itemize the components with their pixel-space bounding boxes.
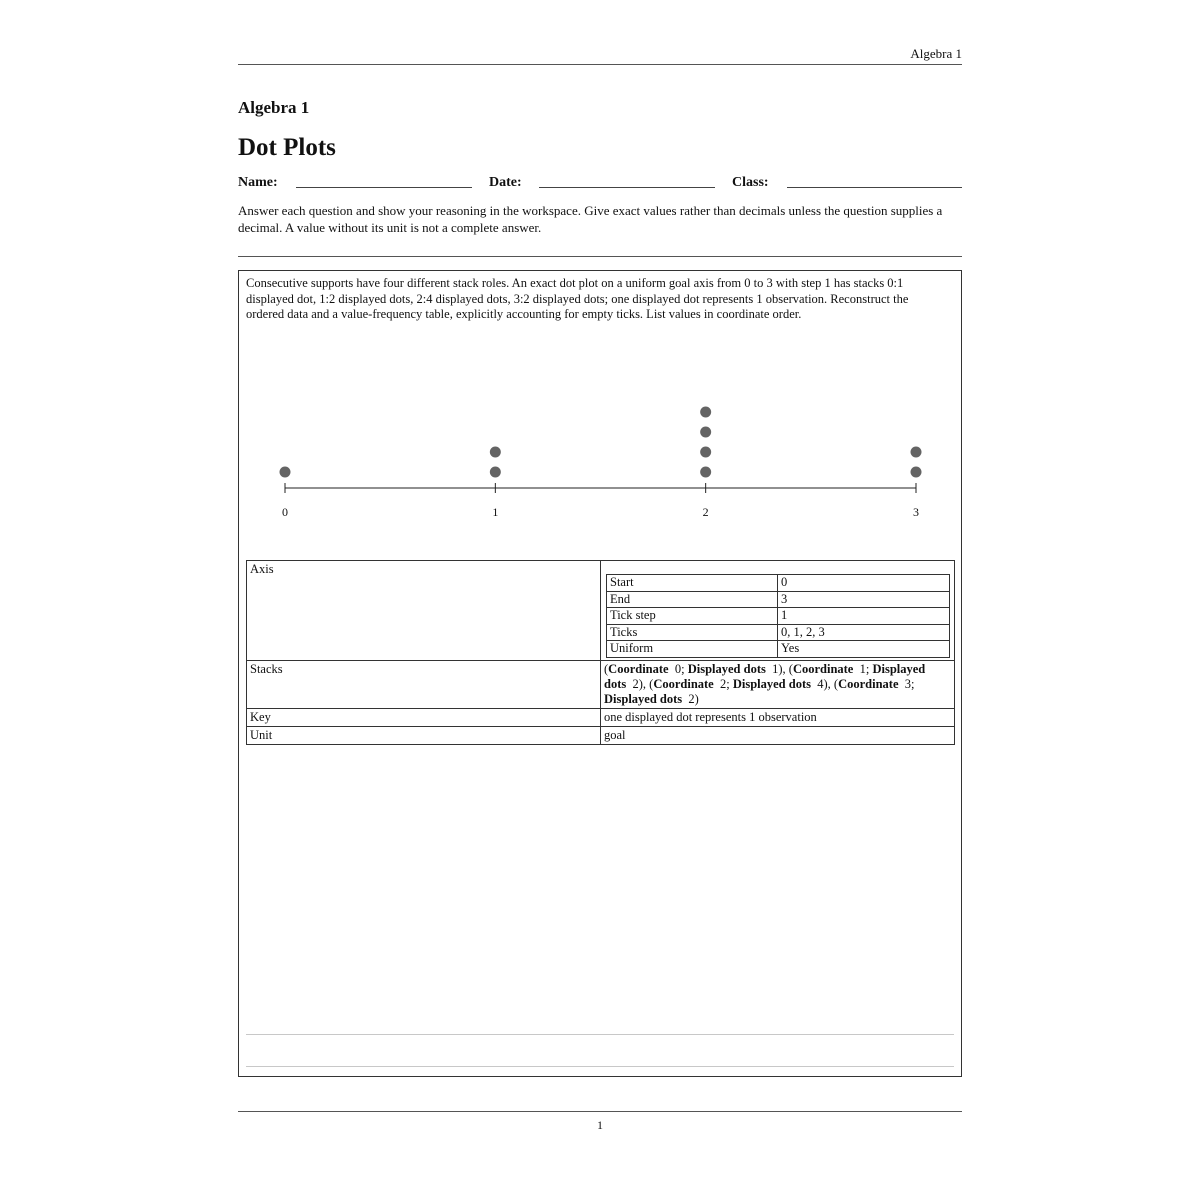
stack-dots: 1 — [772, 661, 779, 676]
section-rule — [238, 256, 962, 257]
axis-value: Yes — [778, 641, 950, 658]
data-dot — [700, 447, 711, 458]
data-dot — [911, 447, 922, 458]
stack-coord: 2 — [719, 676, 727, 691]
answer-line[interactable] — [246, 1066, 954, 1067]
stack-coord: 0 — [674, 661, 682, 676]
page-title: Dot Plots — [238, 134, 336, 161]
page-number: 1 — [597, 1118, 603, 1132]
footer-rule — [238, 1111, 962, 1112]
stacks-label-cell: Stacks — [247, 660, 601, 708]
axis-key: Start — [607, 575, 778, 592]
data-dot — [490, 447, 501, 458]
stack-coord-label: Coordinate — [653, 676, 714, 691]
axis-key: Tick step — [607, 608, 778, 625]
axis-value: 0, 1, 2, 3 — [778, 624, 950, 641]
stack-coord: 1 — [859, 661, 866, 676]
date-field[interactable] — [539, 187, 715, 188]
axis-subtable-row — [607, 624, 950, 641]
axis-value: 3 — [778, 591, 950, 608]
axis-key: Uniform — [607, 641, 778, 658]
key-label-cell: Key — [247, 708, 601, 726]
stack-dots: 2 — [632, 676, 639, 691]
header-rule — [238, 64, 962, 65]
stacks-row — [247, 660, 955, 708]
axis-value: 0 — [778, 575, 950, 592]
axis-label-cell: Axis — [247, 561, 601, 661]
stack-coord-label: Coordinate — [838, 676, 899, 691]
running-header: Algebra 1 — [910, 46, 962, 61]
unit-row — [247, 726, 955, 744]
x-tick-label: 3 — [913, 505, 919, 519]
dot-plot-chart — [239, 391, 961, 531]
data-dot — [490, 467, 501, 478]
unit-value-cell: goal — [601, 726, 955, 744]
axis-row — [247, 561, 955, 661]
axis-key: End — [607, 591, 778, 608]
axis-subtable-row — [607, 641, 950, 658]
axis-value: 1 — [778, 608, 950, 625]
question-prompt: Consecutive supports have four different stack roles. An exact dot plot on a uniform goal axis from 0 to 3 with step 1 has stacks 0:1 displayed dot, 1:2 displayed dots, 2:4 displayed dots, 3:2 displayed dots; one displayed dot represents 1 observation. Reconstruct the ordered data and a value-frequency table, explicitly accounting for empty ticks. List values in coordinate order. — [246, 276, 909, 321]
course-heading: Algebra 1 — [238, 98, 310, 117]
axis-key: Ticks — [607, 624, 778, 641]
x-tick-label: 1 — [492, 505, 499, 519]
data-dot — [700, 427, 711, 438]
class-label: Class: — [732, 175, 769, 190]
x-tick-label: 0 — [282, 505, 288, 519]
stack-coord-label: Coordinate — [608, 661, 669, 676]
name-label: Name: — [238, 175, 278, 190]
unit-label-cell: Unit — [247, 726, 601, 744]
stack-dots-label: Displayed dots — [687, 661, 766, 676]
answer-line[interactable] — [246, 1034, 954, 1035]
key-value-cell: one displayed dot represents 1 observation — [601, 708, 955, 726]
axis-subtable — [606, 574, 950, 658]
data-dot — [700, 467, 711, 478]
class-field[interactable] — [787, 187, 962, 188]
stack-dots-label: Displayed dots — [604, 661, 926, 691]
data-dot — [911, 467, 922, 478]
key-row — [247, 708, 955, 726]
stack-coord-label: Coordinate — [792, 661, 854, 676]
x-tick-label: 2 — [702, 505, 709, 519]
axis-subtable-row — [607, 608, 950, 625]
data-dot — [700, 407, 711, 418]
instructions: Answer each question and show your reasoning in the workspace. Give exact values rather than decimals unless the question supplies a decimal. A value without its unit is not a complete answer. — [238, 203, 943, 235]
stack-dots-label: Displayed dots — [604, 691, 683, 706]
stack-dots: 4 — [817, 676, 824, 691]
stacks-value-cell: (Coordinate 0; Displayed dots 1), (Coordinate 1; Displayed dots 2), (Coordinate 2; Displayed dots 4), (Coordinate 3; Displayed dots 2) — [601, 660, 955, 708]
data-dot — [280, 467, 291, 478]
stack-coord: 3 — [904, 676, 911, 691]
axis-value-cell — [601, 561, 955, 661]
axis-subtable-row — [607, 591, 950, 608]
info-table — [246, 560, 955, 745]
stack-dots-label: Displayed dots — [732, 676, 811, 691]
name-field[interactable] — [296, 187, 472, 188]
stack-dots: 2 — [688, 691, 695, 706]
axis-subtable-row — [607, 575, 950, 592]
question-box — [238, 270, 962, 1077]
date-label: Date: — [489, 175, 522, 190]
